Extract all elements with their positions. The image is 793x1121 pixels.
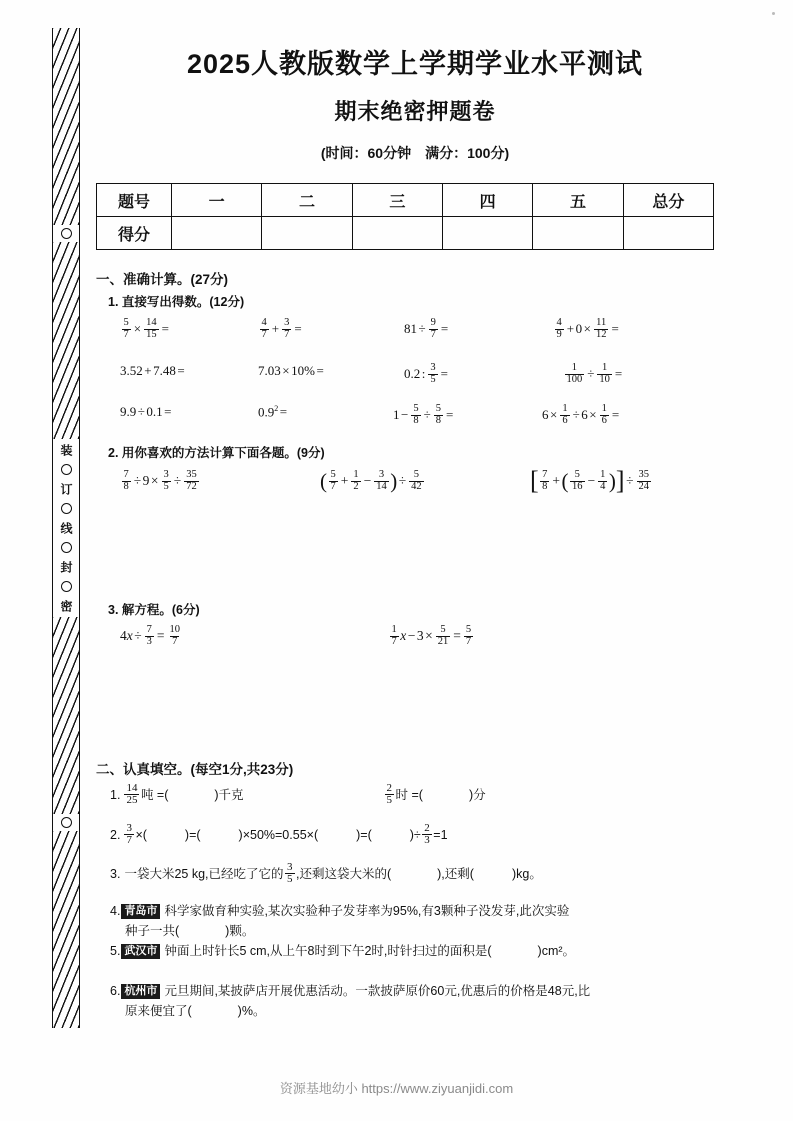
hatch-segment — [53, 617, 79, 814]
table-row-score — [97, 217, 714, 250]
exam-meta: (时间：60分钟 满分：100分) — [320, 145, 510, 161]
score-table — [96, 183, 714, 250]
fill-item-3-number: 3. — [110, 866, 121, 881]
page-subtitle: 期末绝密押题卷 — [334, 99, 496, 124]
city-badge-wuhan: 武汉市 — [121, 944, 160, 959]
score-col-3: 四 — [442, 184, 532, 217]
fill-item-4-line2-post: )颗。 — [225, 924, 255, 938]
hatch-segment — [53, 242, 79, 439]
fill-item-4-line2-pre: 种子一共( — [125, 924, 180, 938]
seal-ring-icon — [61, 542, 72, 553]
problem-q2-3: [ $\frac{7}{8}$ + ( $\frac{5}{16}$ − $\frac{1}{4}$ ) ] ÷ $\frac{35}{24}$ — [530, 466, 650, 496]
q2-heading: 2. 用你喜欢的方法计算下面各题。(9分) — [108, 446, 325, 460]
problem-q1-9: 9.9 ÷ 0.1 = — [120, 404, 172, 419]
section1-heading: 一、准确计算。(27分) — [96, 272, 229, 287]
score-col-2: 三 — [352, 184, 442, 217]
fill-item-1b: $\frac{2}{5}$ 时 =( )分 — [386, 782, 486, 807]
fill-item-6-line2 — [125, 1001, 265, 1021]
problem-q1-12: 6 × $\frac{1}{6}$ ÷ 6 × $\frac{1}{6}$ = — [542, 403, 620, 426]
fill-item-6-line2-pre: 原来便宜了( — [125, 1004, 192, 1018]
score-cell[interactable] — [352, 217, 442, 250]
seal-char-2: 线 — [60, 519, 72, 537]
problem-q2-2: ( $\frac{5}{7}$ + $\frac{1}{2}$ − $\frac{3}{14}$ ) ÷ $\frac{5}{42}$ — [320, 468, 422, 493]
fill-item-6 — [110, 981, 590, 1001]
q3-heading: 3. 解方程。(6分) — [108, 603, 200, 617]
hatch-segment — [53, 28, 79, 225]
problem-q2-1: $\frac{7}{8}$ ÷ 9 × $\frac{3}{5}$ ÷ $\frac{35}{72}$ — [123, 469, 197, 492]
fill-item-1: 1. $\frac{14}{25}$ 吨 =( )千克 — [110, 782, 244, 807]
fill-item-4 — [110, 901, 569, 921]
problem-q1-1: $\frac{5}{7}$ × $\frac{14}{15}$ = — [123, 317, 169, 340]
fill-item-5-post: )cm²。 — [537, 944, 576, 958]
fill-item-6-number: 6. — [110, 984, 121, 998]
seal-line-margin — [52, 28, 80, 1028]
seal-char-1: 订 — [60, 480, 72, 498]
seal-char-4: 密 — [60, 597, 72, 615]
problem-q3-2: $\frac{1}{7}$ x − 3 × $\frac{5}{21}$ = $\frac{5}{7}$ — [391, 624, 472, 647]
city-badge-hangzhou: 杭州市 — [121, 984, 160, 999]
seal-ring-icon — [61, 817, 72, 828]
fill-item-2-number: 2. — [110, 827, 121, 842]
score-row-label-0: 题号 — [97, 184, 172, 217]
score-col-4: 五 — [533, 184, 623, 217]
page-title: 2025人教版数学上学期学业水平测试 — [186, 49, 644, 79]
score-cell[interactable] — [262, 217, 352, 250]
score-cell[interactable] — [533, 217, 623, 250]
score-cell[interactable] — [623, 217, 713, 250]
problem-q1-5: 3.52 + 7.48 = — [120, 363, 185, 378]
hatch-segment — [53, 831, 79, 1028]
corner-dot — [772, 12, 775, 15]
fill-item-2: 2. $\frac{3}{7}$ ×( )=( )×50%=0.55×( )=( )÷ $\frac{2}{3}$ =1 — [110, 822, 448, 847]
fill-item-6-line2-post: )%。 — [237, 1004, 266, 1018]
footer-watermark: 资源基地幼小 https://www.ziyuanjidi.com — [279, 1081, 514, 1096]
seal-ring-icon — [61, 581, 72, 592]
fill-item-1-number: 1. — [110, 787, 121, 802]
q1-heading: 1. 直接写出得数。(12分) — [108, 295, 245, 309]
score-col-0: 一 — [172, 184, 262, 217]
fill-item-4-line1: 科学家做育种实验,某次实验种子发芽率为95%,有3颗种子没发芽,此次实验 — [164, 904, 570, 918]
problem-q1-4: $\frac{4}{9}$ + 0 × $\frac{11}{12}$ = — [556, 317, 619, 340]
fill-item-5 — [110, 941, 575, 961]
score-cell[interactable] — [442, 217, 532, 250]
seal-char-3: 封 — [60, 558, 72, 576]
fill-item-4-line2 — [125, 921, 254, 941]
seal-char-0: 装 — [60, 441, 72, 459]
score-col-1: 二 — [262, 184, 352, 217]
fill-item-5-number: 5. — [110, 944, 121, 958]
seal-ring-icon — [61, 503, 72, 514]
problem-q1-8: $\frac{1}{100}$ ÷ $\frac{1}{10}$ = — [566, 362, 623, 385]
problem-q1-3: 81 ÷ $\frac{9}{7}$ = — [404, 317, 449, 340]
problem-q1-6: 7.03 × 10% = — [258, 363, 324, 378]
fill-item-4-number: 4. — [110, 904, 121, 918]
problem-q1-10: $0.9^2$ = — [258, 404, 288, 420]
seal-ring-icon — [61, 228, 72, 239]
fill-item-3: 3. 一袋大米25 kg,已经吃了它的 $\frac{3}{5}$ ,还剩这袋大米的( ),还剩( )kg。 — [110, 861, 542, 886]
problem-q1-11: 1 − $\frac{5}{8}$ ÷ $\frac{5}{8}$ = — [393, 403, 454, 426]
problem-q1-2: $\frac{4}{7}$ + $\frac{3}{7}$ = — [261, 317, 302, 340]
score-col-5: 总分 — [623, 184, 713, 217]
fill-item-5-pre: 钟面上时针长5 cm,从上午8时到下午2时,时针扫过的面积是( — [164, 944, 492, 958]
seal-ring-icon — [61, 464, 72, 475]
problem-q1-7: 0.2 : $\frac{3}{5}$ = — [404, 362, 448, 385]
problem-q3-1: 4x ÷ $\frac{7}{3}$ = $\frac{10}{7}$ — [120, 624, 181, 647]
score-cell[interactable] — [172, 217, 262, 250]
fill-item-6-line1: 元旦期间,某披萨店开展优惠活动。一款披萨原价60元,优惠后的价格是48元,比 — [164, 984, 591, 998]
city-badge-qingdao: 青岛市 — [121, 904, 160, 919]
score-row-label-1: 得分 — [97, 217, 172, 250]
section2-heading: 二、认真填空。(每空1分,共23分) — [96, 762, 294, 777]
table-row-header — [97, 184, 714, 217]
